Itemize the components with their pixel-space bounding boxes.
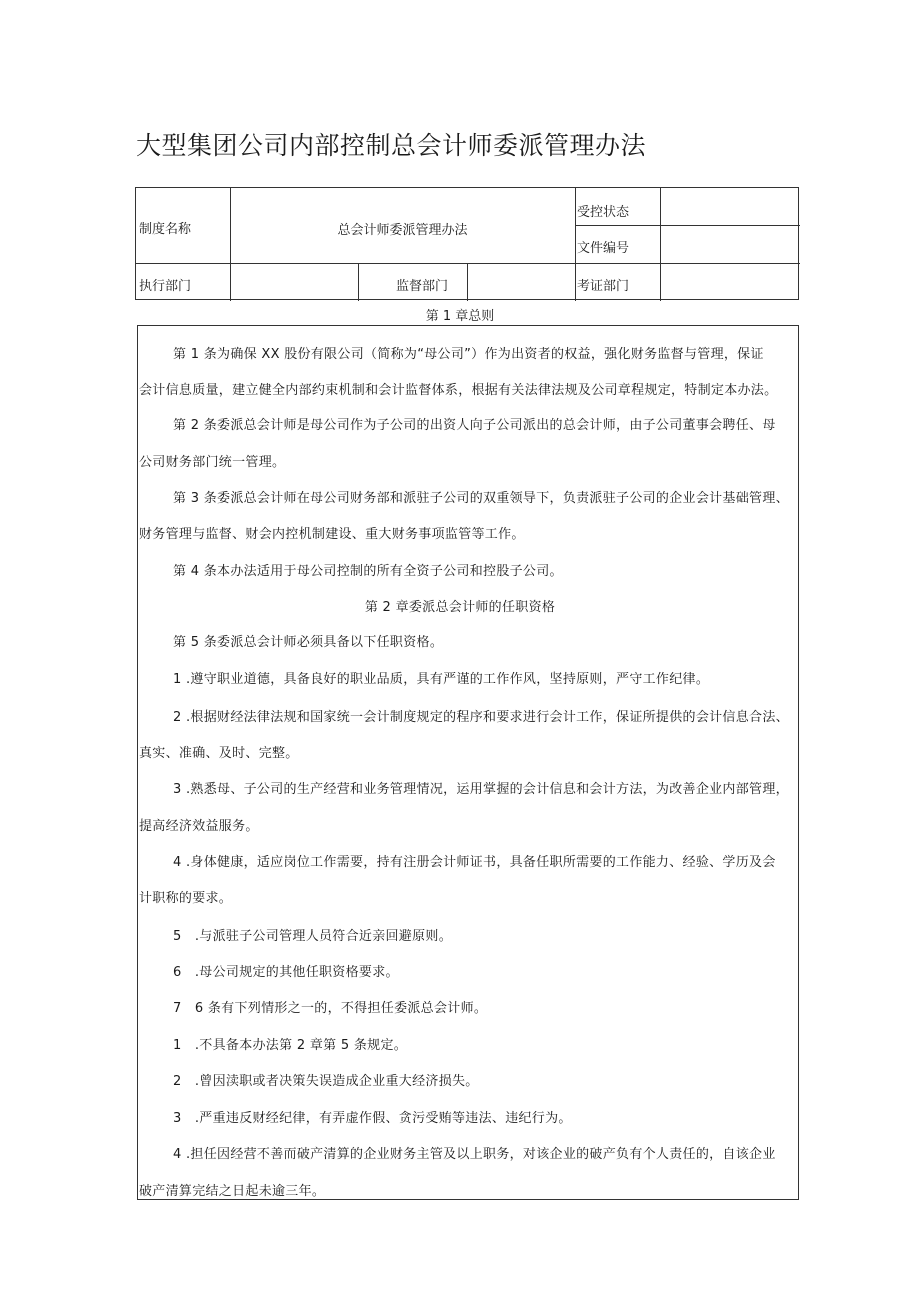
article-1-line-2: 会计信息质量，建立健全内部约束机制和会计监督体系，根据有关法律法规及公司章程规定，特制定本办法。 xyxy=(139,383,778,398)
table-col-divider xyxy=(575,188,576,301)
article-6: 7 6 条有下列情形之一的，不得担任委派总会计师。 xyxy=(173,1001,488,1016)
table-col-divider xyxy=(660,188,661,301)
article-3-line-1: 第 3 条委派总会计师在母公司财务部和派驻子公司的双重领导下，负责派驻子公司的企业会计基础管理、 xyxy=(173,491,789,506)
qualification-2-line-2: 真实、准确、及时、完整。 xyxy=(139,746,299,761)
disqualification-1: 1 .不具备本办法第 2 章第 5 条规定。 xyxy=(173,1038,408,1053)
control-status-label: 受控状态 xyxy=(577,205,630,220)
chapter-2-title: 第 2 章委派总会计师的任职资格 xyxy=(364,600,556,615)
qualification-4-line-1: 4 .身体健康，适应岗位工作需要，持有注册会计师证书，具备任职所需要的工作能力、经验、学历及会 xyxy=(173,855,776,870)
qualification-6: 6 .母公司规定的其他任职资格要求。 xyxy=(173,965,399,980)
audit-dept-label: 考证部门 xyxy=(577,279,630,294)
supervise-dept-label: 监督部门 xyxy=(396,279,449,294)
disqualification-2: 2 .曾因渎职或者决策失误造成企业重大经济损失。 xyxy=(173,1074,479,1089)
file-number-label: 文件编号 xyxy=(577,241,630,256)
disqualification-4-line-1: 4 .担任因经营不善而破产清算的企业财务主管及以上职务，对该企业的破产负有个人责任的，自该企业 xyxy=(173,1147,776,1162)
system-name-value: 总会计师委派管理办法 xyxy=(337,223,468,238)
article-2-line-1: 第 2 条委派总会计师是母公司作为子公司的出资人向子公司派出的总会计师，由子公司董事会聘任、母 xyxy=(173,418,776,433)
article-2-line-2: 公司财务部门统一管理。 xyxy=(139,455,286,470)
qualification-5: 5 .与派驻子公司管理人员符合近亲回避原则。 xyxy=(173,929,453,944)
exec-dept-label: 执行部门 xyxy=(139,279,192,294)
chapter-1-title: 第 1 章总则 xyxy=(425,309,495,324)
disqualification-4-line-2: 破产清算完结之日起未逾三年。 xyxy=(139,1184,326,1199)
table-row-divider xyxy=(575,225,800,226)
meta-table xyxy=(135,187,799,300)
table-col-divider xyxy=(358,263,359,301)
table-row-divider xyxy=(230,263,800,264)
system-name-label: 制度名称 xyxy=(139,222,192,237)
qualification-1: 1 .遵守职业道德，具备良好的职业品质，具有严谨的工作作风，坚持原则，严守工作纪律。 xyxy=(173,672,710,687)
qualification-3-line-2: 提高经济效益服务。 xyxy=(139,819,259,834)
table-col-divider xyxy=(467,263,468,301)
article-5: 第 5 条委派总会计师必须具备以下任职资格。 xyxy=(173,635,444,650)
qualification-3-line-1: 3 .熟悉母、子公司的生产经营和业务管理情况，运用掌握的会计信息和会计方法，为改善企业内部管理， xyxy=(173,782,789,797)
article-1-line-1: 第 1 条为确保 XX 股份有限公司（简称为“母公司”）作为出资者的权益，强化财务监督与管理，保证 xyxy=(173,347,764,362)
article-4: 第 4 条本办法适用于母公司控制的所有全资子公司和控股子公司。 xyxy=(173,564,563,579)
disqualification-3: 3 .严重违反财经纪律，有弄虚作假、贪污受贿等违法、违纪行为。 xyxy=(173,1111,572,1126)
qualification-4-line-2: 计职称的要求。 xyxy=(139,891,233,906)
article-3-line-2: 财务管理与监督、财会内控机制建设、重大财务事项监管等工作。 xyxy=(139,527,525,542)
table-row-divider xyxy=(136,263,230,264)
table-col-divider xyxy=(230,188,231,301)
qualification-2-line-1: 2 .根据财经法律法规和国家统一会计制度规定的程序和要求进行会计工作，保证所提供的会计信息合法、 xyxy=(173,710,789,725)
document-title: 大型集团公司内部控制总会计师委派管理办法 xyxy=(136,131,647,160)
